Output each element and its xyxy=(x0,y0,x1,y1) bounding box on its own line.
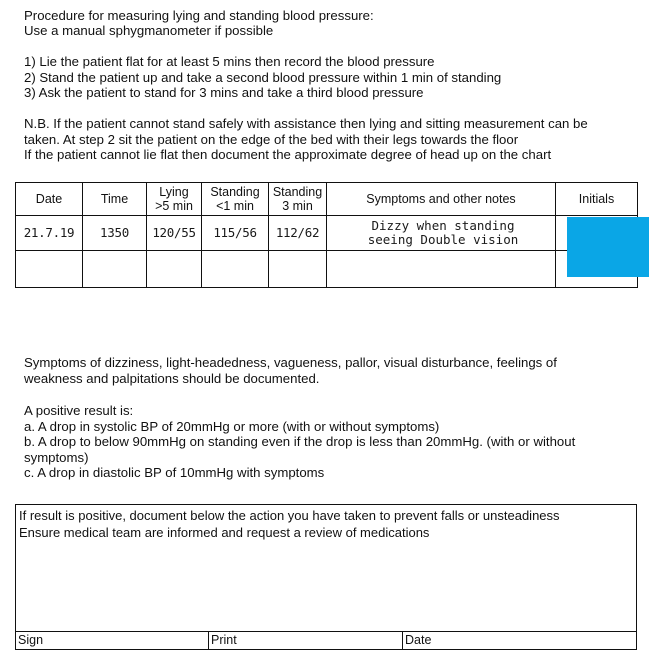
cell-lying[interactable]: 120/55 xyxy=(147,216,202,251)
step-3: 3) Ask the patient to stand for 3 mins and take a third blood pressure xyxy=(24,85,424,100)
cell-standing-3min[interactable] xyxy=(269,251,327,288)
date-label: Date xyxy=(405,633,432,647)
table-row xyxy=(16,216,638,251)
nb-notes xyxy=(24,116,588,163)
positive-result-criteria xyxy=(24,403,575,481)
header-standing-3min: Standing 3 min xyxy=(269,183,327,216)
symptoms-line-1: Symptoms of dizziness, light-headedness, vagueness, pallor, visual disturbance, feelings of xyxy=(24,355,557,370)
positive-heading: A positive result is: xyxy=(24,403,134,418)
intro-line-1: Procedure for measuring lying and standing blood pressure: xyxy=(24,8,374,23)
print-label: Print xyxy=(211,633,237,647)
nb-line-3: If the patient cannot lie flat then document the approximate degree of head up on the chart xyxy=(24,147,552,162)
nb-line-2: taken. At step 2 sit the patient on the edge of the bed with their legs towards the floor xyxy=(24,131,519,147)
print-field[interactable] xyxy=(208,632,401,649)
sign-label: Sign xyxy=(18,633,44,647)
blood-pressure-chart xyxy=(15,182,638,288)
criterion-b: b. A drop to below 90mmHg on standing even if the drop is less than 20mmHg. (with or without xyxy=(24,434,576,449)
cell-time[interactable] xyxy=(83,251,147,288)
table-row xyxy=(16,251,638,288)
symptoms-line-2: weakness and palpitations should be documented. xyxy=(24,370,320,386)
cell-standing-1min[interactable] xyxy=(202,251,269,288)
cell-date[interactable] xyxy=(16,251,83,288)
date-field[interactable] xyxy=(402,632,637,649)
action-instruction-2: Ensure medical team are informed and request a review of medications xyxy=(19,525,430,540)
criterion-c: c. A drop in diastolic BP of 10mmHg with symptoms xyxy=(24,465,325,480)
action-box[interactable] xyxy=(15,504,637,650)
intro-line-2: Use a manual sphygmanometer if possible xyxy=(24,23,274,38)
criterion-b-cont: symptoms) xyxy=(24,449,89,465)
cell-date[interactable]: 21.7.19 xyxy=(16,216,83,251)
redaction-block xyxy=(567,217,649,277)
header-lying: Lying >5 min xyxy=(147,183,202,216)
action-instruction-1: If result is positive, document below the action you have taken to prevent falls or unsteadiness xyxy=(19,508,560,523)
note-line-1: Dizzy when standing xyxy=(371,218,515,233)
signature-row xyxy=(16,631,636,649)
header-date: Date xyxy=(16,183,83,216)
criterion-a: a. A drop in systolic BP of 20mmHg or more (with or without symptoms) xyxy=(24,418,440,434)
header-time: Time xyxy=(83,183,147,216)
header-initials: Initials xyxy=(556,183,638,216)
step-2: 2) Stand the patient up and take a second blood pressure within 1 min of standing xyxy=(24,69,502,85)
step-1: 1) Lie the patient flat for at least 5 mins then record the blood pressure xyxy=(24,54,435,69)
cell-standing-1min[interactable]: 115/56 xyxy=(202,216,269,251)
cell-time[interactable]: 1350 xyxy=(83,216,147,251)
cell-lying[interactable] xyxy=(147,251,202,288)
note-line-2: seeing Double vision xyxy=(367,232,519,247)
cell-standing-3min[interactable]: 112/62 xyxy=(269,216,327,251)
header-symptoms: Symptoms and other notes xyxy=(327,183,556,216)
cell-notes[interactable] xyxy=(327,216,556,251)
symptoms-guidance xyxy=(24,355,557,386)
header-standing-1min: Standing <1 min xyxy=(202,183,269,216)
cell-notes[interactable] xyxy=(327,251,556,288)
procedure-steps xyxy=(24,54,501,101)
nb-line-1: N.B. If the patient cannot stand safely with assistance then lying and sitting measurement can be xyxy=(24,116,588,131)
sign-field[interactable] xyxy=(16,632,206,649)
table-header-row xyxy=(16,183,638,216)
